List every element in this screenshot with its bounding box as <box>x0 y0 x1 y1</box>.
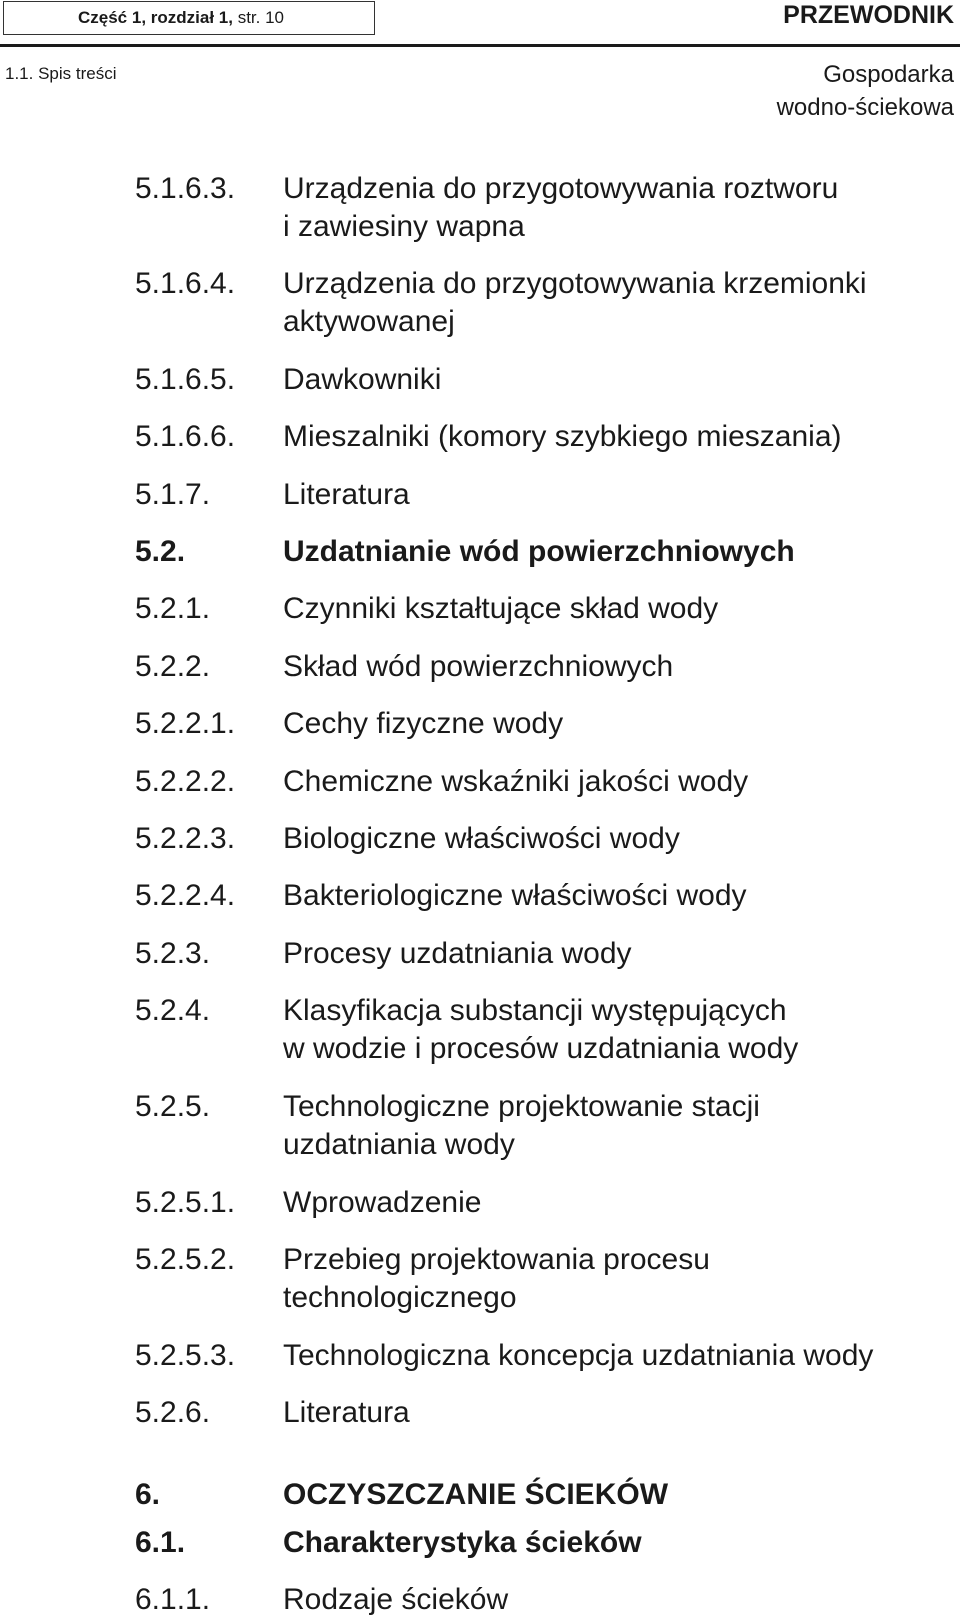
toc-title: Skład wód powierzchniowych <box>283 650 674 683</box>
toc-title: Chemiczne wskaźniki jakości wody <box>283 765 749 798</box>
toc-number: 6. <box>135 1478 161 1511</box>
toc-title: Uzdatnianie wód powierzchniowych <box>283 535 795 568</box>
toc-title-line-2: w wodzie i procesów uzdatniania wody <box>283 1032 799 1065</box>
toc-number: 5.2. <box>135 535 186 568</box>
toc-title <box>283 170 838 246</box>
toc-number: 5.2.5.2. <box>135 1243 236 1276</box>
toc-number: 5.2.2.1. <box>135 707 236 740</box>
toc-number: 5.2.2. <box>135 650 211 683</box>
toc-number: 5.2.4. <box>135 994 211 1027</box>
toc-title: Bakteriologiczne właściwości wody <box>283 879 747 912</box>
toc-title <box>283 1241 710 1317</box>
toc-number: 5.2.5.3. <box>135 1339 236 1372</box>
toc-title-line-2: i zawiesiny wapna <box>283 210 525 243</box>
header-rule <box>0 44 960 47</box>
toc-title-line-1: Klasyfikacja substancji występujących <box>283 994 787 1027</box>
guide-title: PRZEWODNIK <box>783 1 954 29</box>
toc-number: 5.2.2.2. <box>135 765 236 798</box>
toc-title: Mieszalniki (komory szybkiego mieszania) <box>283 420 842 453</box>
toc-number: 6.1. <box>135 1526 186 1559</box>
page-label: str. 10 <box>237 8 284 27</box>
section-label: 1.1. Spis treści <box>5 64 117 83</box>
toc-title: Technologiczna koncepcja uzdatniania wody <box>283 1339 874 1372</box>
part-label: Część 1, rozdział 1, <box>78 8 233 27</box>
toc-title-line-1: Urządzenia do przygotowywania krzemionki <box>283 267 867 300</box>
toc-title: Biologiczne właściwości wody <box>283 822 680 855</box>
toc-title: OCZYSZCZANIE ŚCIEKÓW <box>283 1478 669 1511</box>
toc-number: 5.1.7. <box>135 478 211 511</box>
toc-number: 6.1.1. <box>135 1583 211 1616</box>
toc-title: Wprowadzenie <box>283 1186 482 1219</box>
toc-title: Literatura <box>283 1396 410 1429</box>
subject-line-2: wodno-ściekowa <box>776 94 954 121</box>
toc-title-line-1: Przebieg projektowania procesu <box>283 1243 710 1276</box>
toc-title: Cechy fizyczne wody <box>283 707 564 740</box>
toc-title: Czynniki kształtujące skład wody <box>283 592 719 625</box>
toc-title: Dawkowniki <box>283 363 442 396</box>
toc-number: 5.1.6.3. <box>135 172 236 205</box>
toc-number: 5.1.6.5. <box>135 363 236 396</box>
toc-number: 5.1.6.4. <box>135 267 236 300</box>
toc-title: Charakterystyka ścieków <box>283 1526 642 1559</box>
toc-number: 5.2.5.1. <box>135 1186 236 1219</box>
toc-title <box>283 1088 760 1164</box>
toc-title: Rodzaje ścieków <box>283 1583 509 1616</box>
toc-number: 5.2.5. <box>135 1090 211 1123</box>
toc-number: 5.2.3. <box>135 937 211 970</box>
toc-title <box>283 992 798 1068</box>
toc-number: 5.1.6.6. <box>135 420 236 453</box>
toc-title: Procesy uzdatniania wody <box>283 937 632 970</box>
subject-line-1: Gospodarka <box>823 61 954 88</box>
subject-title <box>777 58 954 124</box>
toc-title-line-2: uzdatniania wody <box>283 1128 515 1161</box>
toc-title-line-2: aktywowanej <box>283 305 455 338</box>
toc-title: Literatura <box>283 478 410 511</box>
toc-number: 5.2.2.3. <box>135 822 236 855</box>
toc-title-line-1: Technologiczne projektowanie stacji <box>283 1090 760 1123</box>
toc-number: 5.2.1. <box>135 592 211 625</box>
page-header-box <box>3 1 375 35</box>
toc-title-line-2: technologicznego <box>283 1281 517 1314</box>
toc-title-line-1: Urządzenia do przygotowywania roztworu <box>283 172 839 205</box>
toc-title <box>283 265 867 341</box>
toc-number: 5.2.2.4. <box>135 879 236 912</box>
toc-number: 5.2.6. <box>135 1396 211 1429</box>
